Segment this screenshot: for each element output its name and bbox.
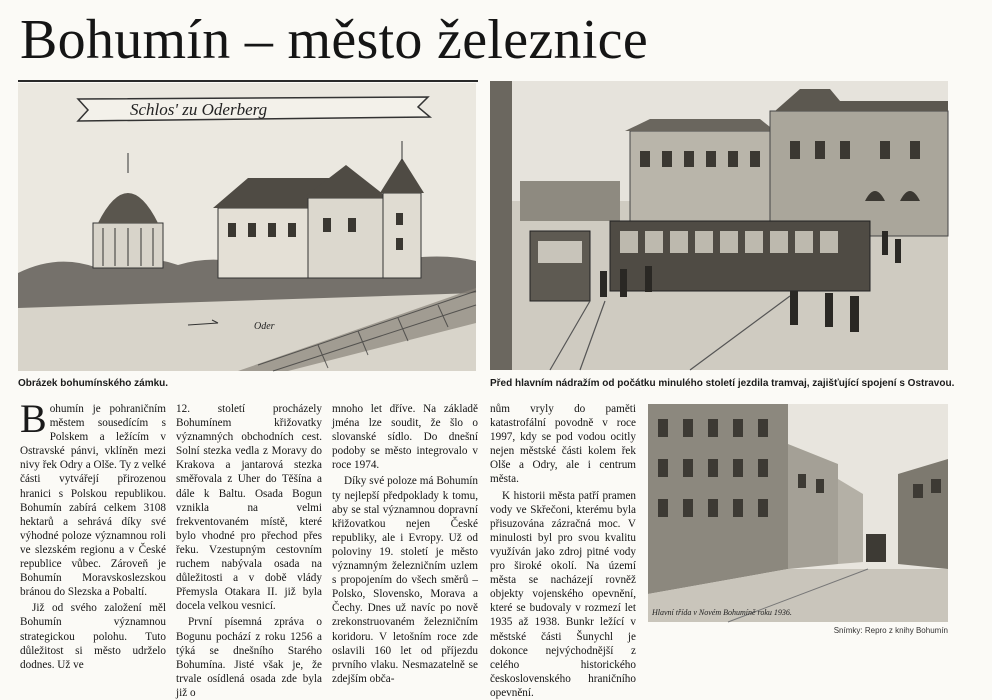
article-paragraph: Již od svého založení měl Bohumín významnou strategickou polohu. Tuto důležitost si město udrželo dodnes. Už ve bbox=[20, 602, 166, 671]
station-tram-photo bbox=[490, 81, 948, 370]
article-column-3 bbox=[332, 402, 478, 685]
street-1936-photo bbox=[648, 404, 948, 622]
article-text: ohumín je pohraničním městem sousedícím s Polskem a ležícím v Ostravské pánvi, vklíněn mezi nivy řek Odry a Olše. Ty z velké části vytvářejí přirozenou hranici s Polskou republikou. Bohumín zabírá celkem 3108 hektarů a sehrává díky své výhodné poloze významnou roli ve slezském regionu a v České republice vůbec. Zároveň je Bohumín Moravskoslezskou bránou do Slezska a Pobaltí. bbox=[20, 403, 166, 599]
castle-engraving-photo bbox=[18, 83, 476, 371]
article-column-4 bbox=[490, 402, 636, 699]
castle-banner-text: Schlos' zu Oderberg bbox=[130, 100, 268, 119]
article-paragraph: mnoho let dříve. Na základě jména lze soudit, že šlo o slovanské sídlo. Do dnešní podoby se město integrovalo v roce 1974. bbox=[332, 403, 478, 472]
street-1936-illustration bbox=[648, 404, 948, 622]
castle-caption: Obrázek bohumínského zámku. bbox=[18, 378, 169, 389]
article-paragraph: První písemná zpráva o Bogunu pochází z roku 1256 a týká se dnešního Starého Bohumína. Jisté však je, že trvale osídlená osada zde byla již o bbox=[176, 616, 322, 699]
headline: Bohumín – město železnice bbox=[20, 9, 648, 71]
article-column-1 bbox=[20, 396, 166, 671]
castle-engraving-illustration bbox=[18, 83, 476, 371]
article-paragraph: 12. století procházely Bohumínem křižovatky významných obchodních cest. Solní stezka vedla z Moravy do Krakova a jantarová stezka směřovala z Uher do Těšína a dále k Baltu. Osada Bogun vznikla na velmi frekventovaném místě, které bylo vhodné pro přechod přes řeku. Vzestupným cestovním ruchem nabývala osada na důležitosti a v době vlády Přemysla Otakara II. již byla docela velkou vesnicí. bbox=[176, 403, 322, 613]
article-column-2 bbox=[176, 402, 322, 699]
article-paragraph bbox=[20, 396, 166, 599]
river-label: Oder bbox=[254, 321, 275, 332]
article-paragraph: nům vryly do paměti katastrofální povodně v roce 1997, kdy se pod vodou ocitly nejen městské části kolem řek Olše a Odry, ale i centrum města. bbox=[490, 403, 636, 486]
station-caption: Před hlavním nádražím od počátku minulého století jezdila tramvaj, zajišťující spojení s Ostravou. bbox=[490, 378, 955, 389]
article-paragraph: Díky své poloze má Bohumín ty nejlepší předpoklady k tomu, aby se stal významnou dopravní křižovatkou nejen České republiky, ale i Evropy. Už od poloviny 19. století je město významným železničním uzlem s propojením do všech směrů – Polsko, Slovensko, Morava a Čechy. Dnes už navíc po nově zrekonstruovaném železničním koridoru. V letošním roce zde oslavili 160 let od příjezdu prvního vlaku. Nesmazatelně se zdejším obča- bbox=[332, 475, 478, 685]
headline-rule bbox=[18, 80, 478, 82]
dropcap: B bbox=[20, 396, 47, 441]
station-tram-illustration bbox=[490, 81, 948, 370]
street-caption: Hlavní třída v Novém Bohumíně roku 1936. bbox=[652, 608, 792, 617]
article-paragraph: K historii města patří pramen vody ve Skřečoni, kterému byla přisuzována zázračná moc. V minulosti byl pro svou kvalitu využíván jako zdroj pitné vody pro široké okolí. Na území města se nacházejí rovněž objekty vojenského opevnění, které se budovaly v rozmezí let 1935 až 1938. Bunkr ležící v městské části Šunychl je dokonce nejvýchodnější z celého historického československého hraničního opevnění. bbox=[490, 489, 636, 699]
photo-credit: Snímky: Repro z knihy Bohumín bbox=[833, 626, 948, 635]
